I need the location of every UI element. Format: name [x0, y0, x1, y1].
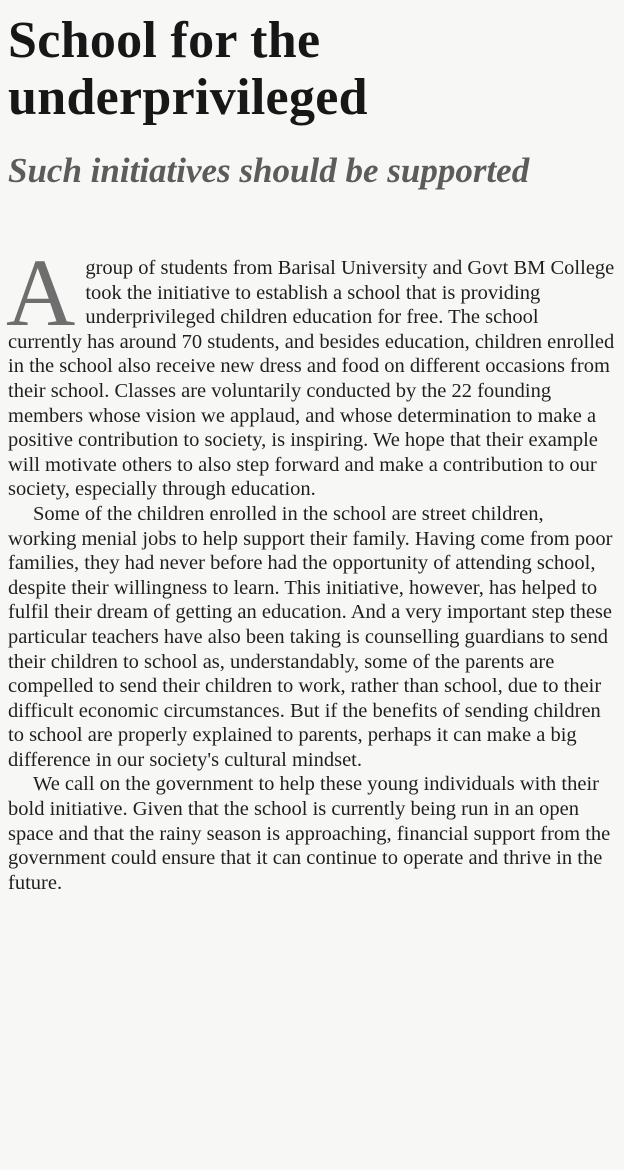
standfirst: Such initiatives should be supported: [8, 151, 530, 190]
paragraph-3: We call on the government to help these young individuals with their bold initiative. Given that the school is currently being run in an open space and that the rainy season is approaching, financial support from the government could ensure that it can continue to operate and thrive in the future.: [8, 773, 611, 894]
paragraph-1-text: group of students from Barisal University and Govt BM College took the initiative to establish a school that is providing underprivileged children education for free. The school currently has around 70 students, and besides education, children enrolled in the school also receive new dress and food on different occasions from their school. Classes are voluntarily conducted by the 22 founding members whose vision we applaud, and whose determination to make a positive contribution to society, is inspiring. We hope that their example will motivate others to also step forward and make a contribution to our society, especially through education.: [8, 257, 615, 501]
paragraph-1: [6, 239, 616, 502]
paragraph-2: Some of the children enrolled in the school are street children, working menial jobs to help support their family. Having come from poor families, they had never before had the opportunity of attending school, despite their willingness to learn. This initiative, however, has helped to fulfil their dream of getting an education. And a very important step these particular teachers have also been taking is counselling guardians to send their children to school as, understandably, some of the parents are compelled to send their children to work, rather than school, due to their difficult economic circumstances. But if the benefits of sending children to school are properly explained to parents, perhaps it can make a big difference in our society's cultural mindset.: [8, 502, 613, 771]
article-body: [6, 239, 616, 895]
drop-cap: A: [6, 239, 76, 346]
headline: School for the underprivileged: [8, 12, 368, 126]
